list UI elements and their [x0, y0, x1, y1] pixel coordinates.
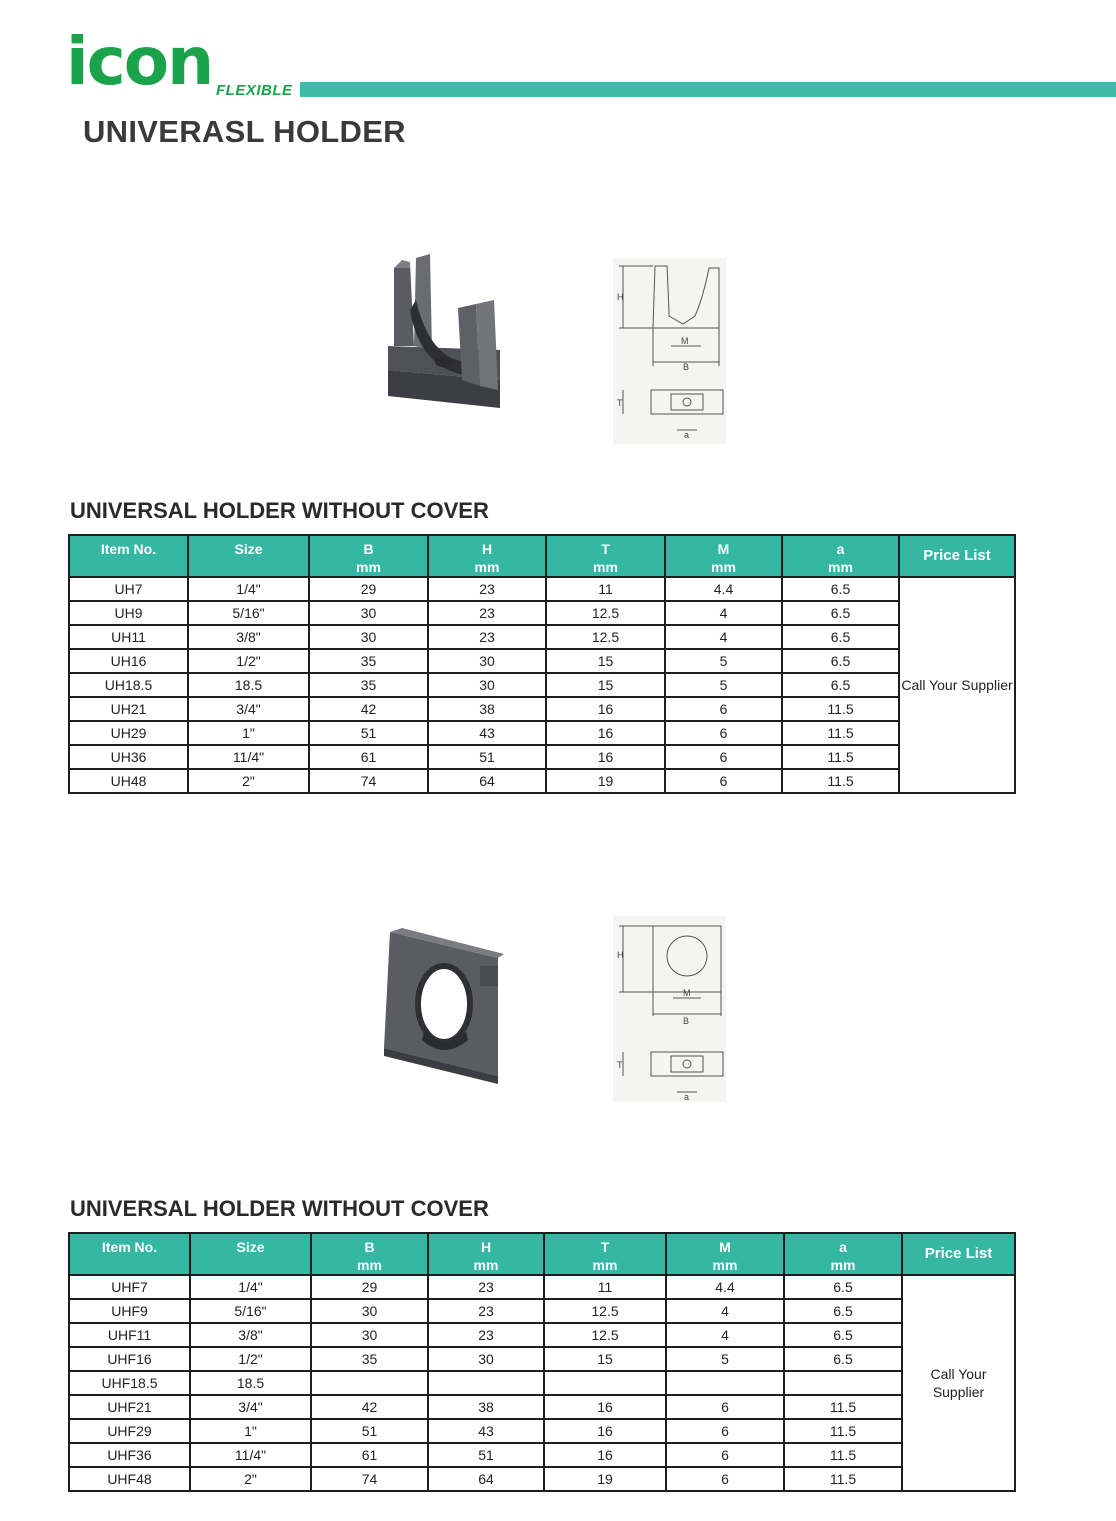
table-cell: 12.5: [546, 601, 665, 625]
table-cell: 6: [666, 1443, 784, 1467]
drawing-label-a: a: [684, 430, 690, 440]
table-cell: 18.5: [188, 673, 309, 697]
table-row: [69, 1371, 1015, 1395]
table-cell: 3/4": [190, 1395, 311, 1419]
holder-drawing-closed: [613, 916, 726, 1102]
table-cell: 38: [428, 1395, 544, 1419]
brand-tagline: FLEXIBLE: [216, 82, 293, 99]
table-cell: 6: [666, 1395, 784, 1419]
table-cell: 6.5: [782, 673, 899, 697]
table-cell: UHF36: [69, 1443, 190, 1467]
table-cell: 11.5: [784, 1467, 902, 1491]
drawing-label-t: T: [617, 1060, 623, 1070]
table-cell: UHF18.5: [69, 1371, 190, 1395]
table-cell: 74: [311, 1467, 428, 1491]
table-cell: 4: [665, 625, 782, 649]
table-cell: 5: [665, 673, 782, 697]
table-cell: 42: [311, 1395, 428, 1419]
table-cell: UHF9: [69, 1299, 190, 1323]
table-cell: UHF48: [69, 1467, 190, 1491]
table-cell: 16: [546, 697, 665, 721]
drawing-label-m: M: [681, 336, 689, 346]
table-cell: 51: [428, 745, 546, 769]
table-cell: 35: [309, 649, 428, 673]
table-cell: 42: [309, 697, 428, 721]
table-cell: 11: [546, 577, 665, 601]
table-cell: 61: [309, 745, 428, 769]
table-cell: UH11: [69, 625, 188, 649]
table-cell: [428, 1371, 544, 1395]
table-row: [69, 649, 1015, 673]
table-cell: 64: [428, 1467, 544, 1491]
table-cell: 30: [309, 601, 428, 625]
table-cell: 6.5: [782, 577, 899, 601]
table-cell: UHF11: [69, 1323, 190, 1347]
table-cell: 16: [544, 1443, 666, 1467]
spec-table: [68, 534, 1016, 794]
table-cell: 29: [309, 577, 428, 601]
header-b: B mm: [309, 535, 428, 577]
table-row: [69, 577, 1015, 601]
table-cell: 4.4: [666, 1275, 784, 1299]
table-cell: 1/2": [190, 1347, 311, 1371]
table-header-row: [69, 1233, 1015, 1275]
table-cell: 51: [309, 721, 428, 745]
table-row: [69, 745, 1015, 769]
table-cell: 6: [666, 1467, 784, 1491]
header-price-list: Price List: [902, 1233, 1015, 1275]
table-cell: 3/8": [190, 1323, 311, 1347]
table-cell: 51: [311, 1419, 428, 1443]
table-cell: 4: [665, 601, 782, 625]
header-size: Size: [188, 535, 309, 577]
table-cell: 35: [311, 1347, 428, 1371]
header-item-no: Item No.: [69, 1233, 190, 1275]
spec-table: [68, 1232, 1016, 1492]
table-cell: 11.5: [782, 745, 899, 769]
table-row: [69, 625, 1015, 649]
header-price-list: Price List: [899, 535, 1015, 577]
drawing-label-h: H: [617, 950, 624, 960]
table-cell: 74: [309, 769, 428, 793]
table-cell: 4: [666, 1299, 784, 1323]
table-cell: 6: [665, 697, 782, 721]
table-cell: 30: [311, 1323, 428, 1347]
table-row: [69, 1323, 1015, 1347]
table-cell: 23: [428, 601, 546, 625]
table-cell: 30: [428, 1347, 544, 1371]
table-cell: [666, 1371, 784, 1395]
table-cell: 11.5: [784, 1395, 902, 1419]
table-cell: 4.4: [665, 577, 782, 601]
price-note: Call Your Supplier: [899, 577, 1015, 793]
holder-drawing-open: [613, 258, 726, 444]
table-row: [69, 1347, 1015, 1371]
table-cell: 4: [666, 1323, 784, 1347]
brand-logo: [66, 23, 306, 104]
table-cell: 1": [190, 1419, 311, 1443]
table-cell: 16: [546, 721, 665, 745]
table-cell: 19: [546, 769, 665, 793]
table-cell: 64: [428, 769, 546, 793]
table-cell: 6: [665, 721, 782, 745]
table-cell: 2": [188, 769, 309, 793]
table-cell: 29: [311, 1275, 428, 1299]
table-row: [69, 721, 1015, 745]
price-note: Call Your Supplier: [902, 1275, 1015, 1491]
drawing-label-b: B: [683, 1016, 690, 1026]
table-row: [69, 697, 1015, 721]
table-cell: 6.5: [782, 601, 899, 625]
table-cell: 23: [428, 1275, 544, 1299]
table-cell: 51: [428, 1443, 544, 1467]
table-row: [69, 1467, 1015, 1491]
header-m: M mm: [665, 535, 782, 577]
drawing-label-t: T: [617, 398, 623, 408]
table-cell: 23: [428, 625, 546, 649]
table-row: [69, 769, 1015, 793]
table-cell: 43: [428, 1419, 544, 1443]
table-cell: 43: [428, 721, 546, 745]
table-cell: [311, 1371, 428, 1395]
table-cell: 5/16": [188, 601, 309, 625]
table-cell: 1": [188, 721, 309, 745]
table-cell: [544, 1371, 666, 1395]
header-t: T mm: [544, 1233, 666, 1275]
table-cell: 5/16": [190, 1299, 311, 1323]
table-cell: 38: [428, 697, 546, 721]
header-rule: [300, 82, 1116, 97]
header-h: H mm: [428, 535, 546, 577]
table-cell: 61: [311, 1443, 428, 1467]
table-cell: 30: [428, 649, 546, 673]
table-row: [69, 1395, 1015, 1419]
table-cell: 30: [309, 625, 428, 649]
table-cell: 6: [665, 769, 782, 793]
header-h: H mm: [428, 1233, 544, 1275]
header-m: M mm: [666, 1233, 784, 1275]
table-cell: 11: [544, 1275, 666, 1299]
table-cell: 5: [666, 1347, 784, 1371]
table-body: [69, 577, 1015, 793]
table-row: [69, 1275, 1015, 1299]
table-cell: UH16: [69, 649, 188, 673]
table-cell: 6: [665, 745, 782, 769]
drawing-label-b: B: [683, 362, 690, 372]
table-cell: 19: [544, 1467, 666, 1491]
table-cell: 16: [544, 1395, 666, 1419]
table-cell: 23: [428, 1323, 544, 1347]
table-cell: 6.5: [784, 1275, 902, 1299]
table-cell: UH21: [69, 697, 188, 721]
table-cell: 11.5: [782, 721, 899, 745]
header-b: B mm: [311, 1233, 428, 1275]
table-cell: UH18.5: [69, 673, 188, 697]
table-row: [69, 673, 1015, 697]
brand-name: icon: [66, 23, 213, 100]
table-cell: 6.5: [784, 1299, 902, 1323]
table-cell: 15: [546, 649, 665, 673]
table-row: [69, 1443, 1015, 1467]
table-cell: 6.5: [782, 625, 899, 649]
table-cell: 18.5: [190, 1371, 311, 1395]
drawing-label-m: M: [683, 988, 691, 998]
table-cell: 11.5: [784, 1419, 902, 1443]
table-body: [69, 1275, 1015, 1491]
table-cell: 1/4": [190, 1275, 311, 1299]
table-cell: 12.5: [544, 1323, 666, 1347]
table-cell: 3/4": [188, 697, 309, 721]
table-cell: UH7: [69, 577, 188, 601]
table-cell: UH9: [69, 601, 188, 625]
table-row: [69, 1299, 1015, 1323]
drawing-label-h: H: [617, 292, 624, 302]
table-cell: UHF21: [69, 1395, 190, 1419]
section-title: UNIVERSAL HOLDER WITHOUT COVER: [70, 498, 489, 523]
table-cell: 1/4": [188, 577, 309, 601]
table-cell: 5: [665, 649, 782, 673]
table-cell: 23: [428, 1299, 544, 1323]
header-a: a mm: [782, 535, 899, 577]
section-title: UNIVERSAL HOLDER WITHOUT COVER: [70, 1196, 489, 1221]
table-cell: 6: [666, 1419, 784, 1443]
table-cell: 1/2": [188, 649, 309, 673]
table-cell: 12.5: [544, 1299, 666, 1323]
table-cell: 16: [546, 745, 665, 769]
table-cell: 11/4": [188, 745, 309, 769]
table-cell: UHF29: [69, 1419, 190, 1443]
drawing-label-a: a: [684, 1092, 690, 1102]
table-row: [69, 601, 1015, 625]
table-cell: UH29: [69, 721, 188, 745]
holder-photo-open: [380, 250, 510, 418]
header-a: a mm: [784, 1233, 902, 1275]
table-cell: 3/8": [188, 625, 309, 649]
header-size: Size: [190, 1233, 311, 1275]
table-cell: 16: [544, 1419, 666, 1443]
table-cell: UH48: [69, 769, 188, 793]
page-title: UNIVERASL HOLDER: [83, 114, 406, 149]
table-cell: 30: [311, 1299, 428, 1323]
table-cell: 2": [190, 1467, 311, 1491]
table-cell: 11.5: [782, 769, 899, 793]
table-cell: UHF7: [69, 1275, 190, 1299]
header-t: T mm: [546, 535, 665, 577]
table-cell: 6.5: [782, 649, 899, 673]
table-cell: 11.5: [782, 697, 899, 721]
table-cell: [784, 1371, 902, 1395]
table-header-row: [69, 535, 1015, 577]
table-cell: UHF16: [69, 1347, 190, 1371]
table-cell: 6.5: [784, 1323, 902, 1347]
holder-photo-closed: [380, 928, 506, 1086]
table-cell: 30: [428, 673, 546, 697]
table-cell: 12.5: [546, 625, 665, 649]
table-cell: 15: [544, 1347, 666, 1371]
table-cell: 23: [428, 577, 546, 601]
table-cell: 11/4": [190, 1443, 311, 1467]
table-cell: UH36: [69, 745, 188, 769]
header-item-no: Item No.: [69, 535, 188, 577]
table-row: [69, 1419, 1015, 1443]
table-cell: 11.5: [784, 1443, 902, 1467]
table-cell: 6.5: [784, 1347, 902, 1371]
table-cell: 15: [546, 673, 665, 697]
table-cell: 35: [309, 673, 428, 697]
